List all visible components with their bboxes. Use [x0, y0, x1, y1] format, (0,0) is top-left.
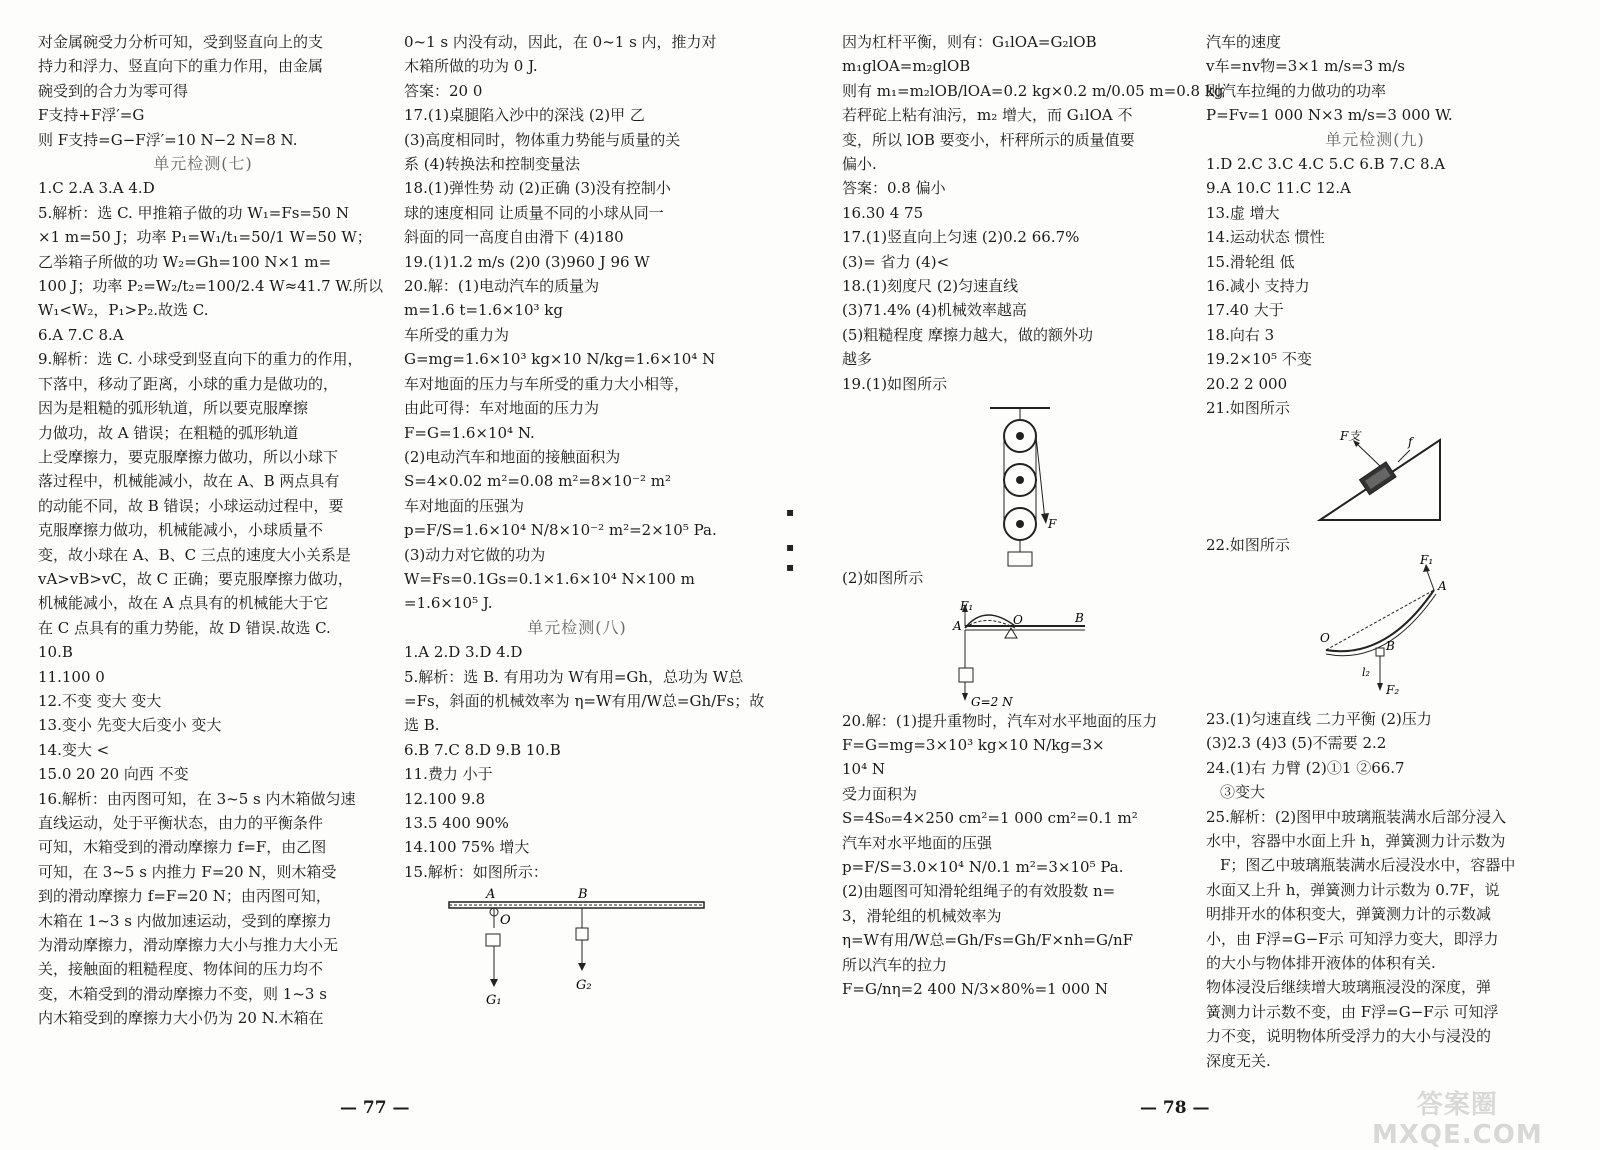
watermark-text: 答案圈 [1416, 1090, 1498, 1120]
text-line: 碗受到的合力为零可得 [38, 81, 189, 100]
text-line: 13.变小 先变大后变小 变大 [38, 716, 222, 735]
text-line: 的大小与物体排开液体的体积有关. [1206, 953, 1436, 972]
text-line: 单元检测(八) [527, 617, 627, 637]
text-line: 18.(1)刻度尺 (2)匀速直线 [842, 277, 1019, 296]
text-line: 木箱所做的功为 0 J. [404, 57, 538, 76]
text-line: 明排开水的体积变大，弹簧测力计的示数减 [1206, 905, 1492, 924]
text-line: 21.如图所示 [1206, 399, 1290, 418]
text-line: 物体浸没后继续增大玻璃瓶浸没的深度，弹 [1206, 978, 1492, 997]
text-line: F；图乙中玻璃瓶装满水后浸没水中，容器中 [1220, 856, 1516, 875]
label-a: A [953, 619, 962, 633]
label-a: A [486, 887, 496, 903]
label-friction: f [1408, 435, 1413, 449]
text-line: F=G/nη=2 400 N/3×80%=1 000 N [842, 979, 1108, 998]
text-line: η=W有用/W总=Gh/Fs=Gh/F×nh=G/nF [842, 931, 1134, 950]
text-line: p=F/S=1.6×10⁴ N/8×10⁻² m²=2×10⁵ Pa. [404, 521, 717, 540]
text-line: =1.6×10⁵ J. [404, 594, 493, 613]
text-line: 9.A 10.C 11.C 12.A [1206, 179, 1351, 198]
lever-diagram [434, 884, 734, 1034]
text-line: 13.虚 增大 [1206, 203, 1280, 222]
text-line: 11.100 0 [38, 667, 105, 686]
text-line: 可知，在 3~5 s 内推力 F=20 N，则木箱受 [38, 862, 337, 881]
text-line: 到的滑动摩擦力 f=F=20 N；由丙图可知， [38, 887, 331, 906]
page-number-77: — 77 — [340, 1098, 410, 1118]
text-line: 则 F支持=G−F浮′=10 N−2 N=8 N. [38, 130, 298, 149]
text-line: (2)电动汽车和地面的接触面积为 [404, 447, 621, 466]
text-line: 为滑动摩擦力，滑动摩擦力大小与推力大小无 [38, 936, 339, 955]
text-line: v车=nv物=3×1 m/s=3 m/s [1206, 57, 1405, 76]
text-line: 变，所以 lOB 要变小，杆秤所示的质量值要 [842, 130, 1135, 149]
label-f1: F₁ [1420, 553, 1434, 567]
label-g2: G₂ [576, 978, 592, 994]
text-line: 11.费力 小于 [404, 765, 493, 784]
text-line: m₁glOA=m₂glOB [842, 57, 971, 76]
text-line: 关，接触面的粗糙程度、物体间的压力均不 [38, 960, 324, 979]
text-line: 若秤砣上粘有油污，m₂ 增大，而 G₁lOA 不 [842, 106, 1133, 125]
text-line: 15.滑轮组 低 [1206, 252, 1295, 271]
text-line: 内木箱受到的摩擦力大小仍为 20 N.木箱在 [38, 1009, 324, 1028]
text-line: 答案：20 0 [404, 81, 483, 100]
text-line: 持力和浮力、竖直向下的重力作用，由金属 [38, 57, 324, 76]
text-line: 15.解析：如图所示： [404, 862, 548, 881]
incline-figure [1310, 428, 1490, 528]
text-line: 力做功，故 A 错误；在粗糙的弧形轨道 [38, 423, 299, 442]
text-line: 0~1 s 内没有动，因此，在 0~1 s 内，推力对 [404, 33, 717, 51]
pulley-figure [970, 400, 1070, 570]
text-line: m=1.6 t=1.6×10³ kg [404, 301, 563, 320]
text-line: 22.如图所示 [1206, 535, 1290, 554]
text-line: 17.40 大于 [1206, 301, 1284, 320]
text-line: ×1 m=50 J；功率 P₁=W₁/t₁=50/1 W=50 W； [38, 228, 372, 247]
text-line: 上受摩擦力，要克服摩擦力做功，所以小球下 [38, 447, 339, 466]
text-line: 车对地面的压力与车所受的重力大小相等， [404, 374, 690, 393]
text-line: 19.(1)1.2 m/s (2)0 (3)960 J 96 W [404, 252, 650, 271]
text-line: W₁<W₂，P₁>P₂.故选 C. [38, 301, 209, 320]
text-line: 选 B. [404, 716, 440, 735]
text-line: 15.0 20 20 向西 不变 [38, 765, 189, 784]
text-line: 12.不变 变大 变大 [38, 691, 162, 710]
text-line: 直线运动，处于平衡状态，由力的平衡条件 [38, 814, 324, 832]
label-b: B [1075, 611, 1084, 625]
text-line: vA>vB>vC，故 C 正确；要克服摩擦力做功， [38, 569, 353, 588]
text-line: 所以汽车的拉力 [842, 955, 948, 974]
text-line: 簧测力计示数不变，由 F浮=G−F示 可知浮 [1206, 1002, 1499, 1021]
text-line: F=G=mg=3×10³ kg×10 N/kg=3× [842, 735, 1105, 754]
label-g: G=2 N [971, 695, 1013, 709]
text-line: 1.A 2.D 3.D 4.D [404, 643, 523, 662]
page77-col1 [38, 30, 383, 1031]
text-line: 则汽车拉绳的力做功的功率 [1206, 81, 1387, 100]
text-line: 变，故小球在 A、B、C 三点的速度大小关系是 [38, 545, 351, 564]
text-line: 6.B 7.C 8.D 9.B 10.B [404, 740, 561, 759]
spine-mark: ▪ [786, 540, 795, 554]
page77-col2 [404, 30, 765, 1034]
text-line: 受力面积为 [842, 784, 918, 803]
text-line: 1.D 2.C 3.C 4.C 5.C 6.B 7.C 8.A [1206, 155, 1446, 174]
text-line: F支持+F浮′=G [38, 106, 145, 125]
text-line: =Fs，斜面的机械效率为 η=W有用/W总=Gh/Fs；故 [404, 691, 765, 710]
text-line: 5.解析：选 C. 甲推箱子做的功 W₁=Fs=50 N [38, 203, 349, 222]
label-b: B [578, 887, 588, 903]
text-line: 小，由 F浮=G−F示 可知浮力变大，即浮力 [1206, 929, 1499, 948]
text-line: 变，木箱受到的滑动摩擦力不变，则 1~3 s [38, 984, 327, 1003]
text-line: W=Fs=0.1Gs=0.1×1.6×10⁴ N×100 m [404, 569, 695, 588]
text-line: 20.解：(1)提升重物时，汽车对水平地面的压力 [842, 711, 1158, 730]
text-line: 17.(1)桌腿陷入沙中的深浅 (2)甲 乙 [404, 106, 645, 125]
lever-figure [404, 884, 750, 1034]
text-line: 23.(1)匀速直线 二力平衡 (2)压力 [1206, 709, 1432, 728]
text-line: G=mg=1.6×10³ kg×10 N/kg=1.6×10⁴ N [404, 350, 716, 369]
watermark-url: MXQE.COM [1372, 1120, 1543, 1150]
text-line: 因为是粗糙的弧形轨道，所以要克服摩擦 [38, 399, 309, 418]
curved-lever-figure [1316, 550, 1486, 700]
text-line: ③变大 [1220, 783, 1266, 802]
watermark-logo [1372, 1090, 1543, 1150]
text-line: 18.(1)弹性势 动 (2)正确 (3)没有控制小 [404, 179, 671, 198]
text-line: 对金属碗受力分析可知，受到竖直向上的支 [38, 33, 324, 51]
text-line: 5.解析：选 B. 有用功为 W有用=Gh，总功为 W总 [404, 667, 744, 686]
text-line: (3)高度相同时，物体重力势能与质量的关 [404, 130, 681, 149]
text-line: (3)2.3 (4)3 (5)不需要 2.2 [1206, 734, 1387, 753]
text-line: 1.C 2.A 3.A 4.D [38, 179, 155, 198]
text-line: 车所受的重力为 [404, 325, 510, 344]
text-line: 10.B [38, 643, 73, 662]
text-line: 16.30 4 75 [842, 203, 924, 222]
label-f-support: F支 [1340, 429, 1361, 443]
text-line: 16.减小 支持力 [1206, 277, 1310, 296]
text-line: (3)动力对它做的功为 [404, 545, 546, 564]
text-line: 偏小. [842, 155, 877, 174]
text-line: 12.100 9.8 [404, 789, 486, 808]
text-line: 水面又上升 h，弹簧测力计示数为 0.7F，说 [1206, 880, 1500, 899]
text-line: 下落中，移动了距离，小球的重力是做功的， [38, 374, 339, 393]
text-line: 24.(1)右 力臂 (2)①1 ②66.7 [1206, 758, 1405, 777]
text-line: 答案：0.8 偏小 [842, 179, 946, 198]
text-line: 19.(1)如图所示 [842, 374, 948, 393]
label-a: A [1438, 579, 1447, 593]
label-l2: l₂ [1362, 666, 1370, 679]
text-line: 可知，木箱受到的滑动摩擦力 f=F，由乙图 [38, 838, 327, 857]
text-line: S=4S₀=4×250 cm²=1 000 cm²=0.1 m² [842, 809, 1138, 828]
text-line: 16.解析：由丙图可知，在 3~5 s 内木箱做匀速 [38, 789, 356, 808]
text-line: 乙举箱子所做的功 W₂=Gh=100 N×1 m= [38, 252, 332, 271]
label-f2: F₂ [1386, 683, 1400, 697]
text-line: 14.100 75% 增大 [404, 838, 530, 857]
page-number-78: — 78 — [1140, 1098, 1210, 1118]
lever2-figure [945, 598, 1125, 708]
text-line: 18.向右 3 [1206, 325, 1275, 344]
text-line: 木箱在 1~3 s 内做加速运动，受到的摩擦力 [38, 911, 332, 930]
text-line: 则有 m₁=m₂lOB/lOA=0.2 kg×0.2 m/0.05 m=0.8 kg [842, 81, 1224, 100]
text-line: 14.运动状态 惯性 [1206, 228, 1325, 247]
text-line: 系 (4)转换法和控制变量法 [404, 155, 581, 174]
text-line: 斜面的同一高度自由滑下 (4)180 [404, 228, 624, 247]
text-line: 的动能不同，故 B 错误；小球运动过程中，要 [38, 496, 344, 515]
text-line: 20.2 2 000 [1206, 374, 1288, 393]
text-line: p=F/S=3.0×10⁴ N/0.1 m²=3×10⁵ Pa. [842, 857, 1124, 876]
text-line: F=G=1.6×10⁴ N. [404, 423, 535, 442]
text-line: 汽车的速度 [1206, 33, 1282, 51]
text-line: 车对地面的压强为 [404, 496, 525, 515]
text-line: (2)由题图可知滑轮组绳子的有效股数 n= [842, 882, 1116, 901]
text-line: (3)71.4% (4)机械效率越高 [842, 301, 1027, 320]
text-line: (2)如图所示 [842, 569, 924, 588]
spine-mark: ▪ [786, 505, 795, 519]
label-f1: F₁ [960, 599, 974, 613]
label-o: O [500, 913, 511, 929]
text-line: 由此可得：车对地面的压力为 [404, 399, 600, 418]
text-line: 越多 [842, 350, 873, 369]
text-line: 13.5 400 90% [404, 814, 509, 832]
text-line: 19.2×10⁵ 不变 [1206, 350, 1312, 369]
text-line: 机械能减小，故在 A 点具有的机械能大于它 [38, 594, 329, 613]
text-line: (3)= 省力 (4)< [842, 252, 950, 271]
label-f: F [1048, 517, 1057, 531]
text-line: 力不变，说明物体所受浮力的大小与浸没的 [1206, 1027, 1492, 1046]
text-line: 14.变大 < [38, 740, 110, 759]
spine-mark: ▪ [786, 560, 795, 574]
label-o: O [1013, 613, 1023, 627]
text-line: S=4×0.02 m²=0.08 m²=8×10⁻² m² [404, 472, 672, 491]
text-line: 因为杠杆平衡，则有：G₁lOA=G₂lOB [842, 33, 1097, 51]
text-line: 克服摩擦力做功，机械能减小，小球质量不 [38, 521, 324, 540]
text-line: 在 C 点具有的重力势能，故 D 错误.故选 C. [38, 618, 331, 637]
column-text [404, 30, 765, 884]
text-line: 水中，容器中水面上升 h，弹簧测力计示数为 [1206, 831, 1506, 850]
label-o: O [1320, 631, 1330, 645]
text-line: 球的速度相同 让质量不同的小球从同一 [404, 203, 664, 222]
text-line: 9.解析：选 C. 小球受到竖直向下的重力的作用， [38, 350, 363, 369]
column-text [38, 30, 383, 1031]
label-g1: G₁ [486, 993, 502, 1009]
text-line: 100 J；功率 P₂=W₂/t₂=100/2.4 W≈41.7 W.所以 [38, 277, 383, 296]
text-line: 10⁴ N [842, 760, 885, 779]
text-line: 单元检测(九) [1325, 129, 1425, 149]
label-b: B [1386, 639, 1395, 653]
text-line: 单元检测(七) [153, 154, 253, 174]
text-line: 17.(1)竖直向上匀速 (2)0.2 66.7% [842, 228, 1080, 247]
text-line: 落过程中，机械能减小，故在 A、B 两点具有 [38, 472, 340, 491]
text-line: 25.解析：(2)图甲中玻璃瓶装满水后部分浸入 [1206, 807, 1507, 826]
text-line: 20.解：(1)电动汽车的质量为 [404, 277, 600, 296]
text-line: 6.A 7.C 8.A [38, 325, 124, 344]
text-line: 3，滑轮组的机械效率为 [842, 906, 1002, 925]
text-line: 深度无关. [1206, 1051, 1271, 1070]
text-line: (5)粗糙程度 摩擦力越大，做的额外功 [842, 325, 1094, 344]
text-line: 汽车对水平地面的压强 [842, 833, 993, 852]
text-line: P=Fv=1 000 N×3 m/s=3 000 W. [1206, 106, 1453, 125]
